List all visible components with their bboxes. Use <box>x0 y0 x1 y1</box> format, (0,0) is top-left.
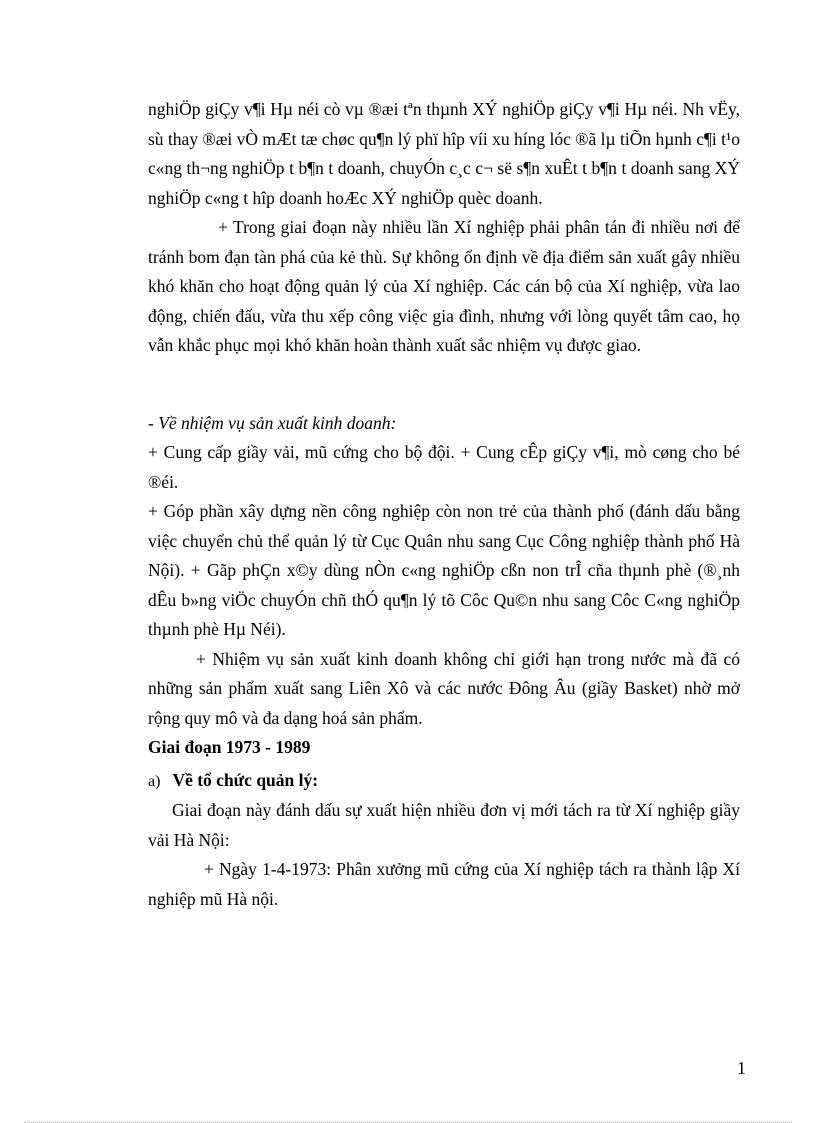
paragraph-export: + Nhiệm vụ sản xuất kinh doanh không chỉ giới hạn trong nước mà đã có những sản phẩm xuất sang Liên Xô và các nước Đông Âu (giầy Basket) nhờ mở rộng quy mô và đa dạng hoá sản phẩm. <box>148 648 740 728</box>
paragraph-industry-contribution: + Góp phần xây dựng nền công nghiệp còn non trẻ của thành phố (đánh dấu bằng việc chuyển chủ thể quản lý từ Cục Quân nhu sang Cục Công nghiệp thành phố Hà Nội). + Gãp phÇn x©y dùng nÒn c«ng nghiÖp cßn non trÎ cña thµnh phè (®¸nh dÊu b»ng viÖc chuyÓn chñ thÓ qu¶n lý tõ Côc Qu©n nhu sang Côc C«ng nghiÖp thµnh phè Hµ Néi). <box>148 501 740 639</box>
subheading-label: a) <box>148 772 161 790</box>
paragraph-legacy-encoded-intro: nghiÖp giÇy v¶i Hµ néi cò vµ ®æi tªn thµnh XÝ nghiÖp giÇy v¶i Hµ néi. Nh vËy, sù thay ®æi vÒ mÆt tæ chøc qu¶n lý phï hîp víi xu híng lóc ®ã lµ tiÕn hµnh c¶i t¹o c«ng th¬ng nghiÖp t b¶n t doanh, chuyÓn c¸c c¬ së s¶n xuÊt t b¶n t doanh sang XÝ nghiÖp c«ng t hîp doanh hoÆc XÝ nghiÖp quèc doanh. <box>148 99 740 208</box>
subheading-organization <box>148 763 740 797</box>
paragraph-supply-army: + Cung cấp giầy vải, mũ cứng cho bộ đội. + Cung cÊp giÇy v¶i, mò cøng cho bé ®éi. <box>148 442 740 492</box>
paragraph-gap <box>148 361 740 409</box>
paragraph-wartime-dispersal: + Trong giai đoạn này nhiều lần Xí nghiệp phải phân tán đi nhiều nơi để tránh bom đạn tàn phá của kẻ thù. Sự không ổn định về địa điểm sản xuất gây nhiều khó khăn cho hoạt động quản lý của Xí nghiệp. Các cán bộ của Xí nghiệp, vừa lao động, chiến đấu, vừa thu xếp công việc gia đình, nhưng với lòng quyết tâm cao, họ vẫn khắc phục mọi khó khăn hoàn thành xuất sắc nhiệm vụ được giao. <box>148 217 740 355</box>
paragraph-new-units: Giai đoạn này đánh dấu sự xuất hiện nhiều đơn vị mới tách ra từ Xí nghiệp giầy vải Hà Nội: <box>148 800 740 850</box>
subheading-title: Về tổ chức quản lý: <box>172 769 319 790</box>
page-number: 1 <box>737 1058 746 1078</box>
section-label-production-tasks: - Về nhiệm vụ sản xuất kinh doanh: <box>148 412 397 433</box>
period-heading: Giai đoạn 1973 - 1989 <box>148 737 311 757</box>
document-body <box>148 95 740 914</box>
paragraph-hat-factory: + Ngày 1-4-1973: Phân xưởng mũ cứng của Xí nghiệp tách ra thành lập Xí nghiệp mũ Hà nội. <box>148 859 740 909</box>
